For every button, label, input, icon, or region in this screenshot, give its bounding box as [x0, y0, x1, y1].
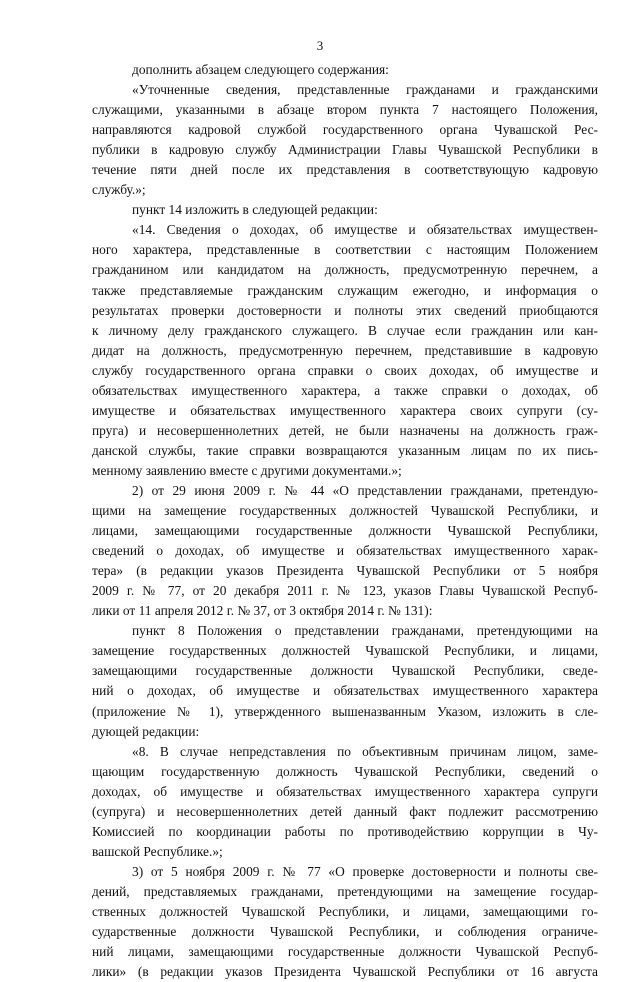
- text-line: «8. В случае непредставления по объективным причинам лицом, заме-: [132, 743, 598, 759]
- text-line: (приложение № 1), утвержденного вышеназванным Указом, изложить в сле-: [92, 703, 598, 719]
- text-line: щающим государственную должность Чувашской Республики, сведений о: [92, 763, 598, 779]
- text-line: тера» (в редакции указов Президента Чувашской Республики от 5 ноября: [92, 563, 598, 579]
- text-line: течение пяти дней после их представления в соответствующую кадровую: [92, 162, 598, 178]
- text-line: вашской Республике.»;: [92, 843, 223, 859]
- text-line: дующей редакции:: [92, 723, 200, 739]
- text-line: лицами, замещающими государственные должности Чувашской Республики,: [92, 523, 598, 539]
- page-number: 3: [316, 38, 324, 53]
- text-line: сударственные должности Чувашской Республики, и соблюдения ограниче-: [92, 924, 598, 940]
- text-line: (супруга) и несовершеннолетних детей данный факт подлежит рассмотрению: [92, 803, 598, 819]
- text-line: обязательствах имущественного характера, а также справки о доходах, об: [92, 382, 598, 398]
- text-line: «14. Сведения о доходах, об имуществе и обязательствах имуществен-: [132, 222, 598, 238]
- text-line: пруга) и несовершеннолетних детей, не были назначены на должность граж-: [92, 422, 598, 438]
- text-line: «Уточненные сведения, представленные гражданами и гражданскими: [132, 82, 598, 98]
- text-line: доходах, об имуществе и обязательствах имущественного характера супруги: [92, 783, 598, 799]
- text-line: дидат на должность, предусмотренную перечнем, представившие в кадровую: [92, 342, 598, 358]
- text-line: ного характера, представленные в соответствии с настоящим Положением: [92, 242, 598, 258]
- text-line: лики от 11 апреля 2012 г. № 37, от 3 октября 2014 г. № 131):: [92, 603, 433, 619]
- text-line: гражданином или кандидатом на должность, предусмотренную перечнем, а: [92, 262, 598, 278]
- text-line: ний о доходах, об имуществе и обязательствах имущественного характера: [92, 683, 598, 699]
- text-line: Комиссией по координации работы по противодействию коррупции в Чу-: [92, 823, 598, 839]
- text-line: 3) от 5 ноября 2009 г. № 77 «О проверке достоверности и полноты све-: [132, 863, 598, 879]
- text-line: ственных должностей Чувашской Республики, и лицами, замещающими го-: [92, 903, 598, 919]
- text-line: дополнить абзацем следующего содержания:: [132, 62, 389, 77]
- text-line: пункт 8 Положения о представлении гражданами, претендующими на: [132, 623, 598, 639]
- text-line: замещение государственных должностей Чувашской Республики, и лицами,: [92, 643, 598, 659]
- text-line: щими на замещение государственных должностей Чувашской Республики, и: [92, 503, 598, 519]
- text-line: данской службы, такие справки возвращаются указанным лицам по их пись-: [92, 442, 598, 458]
- text-line: службу.»;: [92, 182, 146, 198]
- text-line: к личному делу гражданского служащего. В случае если гражданин или кан-: [92, 322, 598, 338]
- text-line: 2009 г. № 77, от 20 декабря 2011 г. № 123, указов Главы Чувашской Респуб-: [92, 583, 598, 599]
- text-line: сведений о доходах, об имуществе и обязательствах имущественного харак-: [92, 543, 598, 559]
- text-line: 2) от 29 июня 2009 г. № 44 «О представлении гражданами, претендую-: [132, 482, 598, 498]
- text-line: менному заявлению вместе с другими документами.»;: [92, 462, 402, 478]
- text-line: ний лицами, замещающими государственные должности Чувашской Респуб-: [92, 944, 598, 960]
- text-line: замещающими государственные должности Чувашской Республики, сведе-: [92, 663, 598, 679]
- text-line: лики» (в редакции указов Президента Чувашской Республики от 16 августа: [92, 964, 598, 980]
- text-line: служащими, указанными в абзаце втором пункта 7 настоящего Положения,: [92, 102, 598, 118]
- text-line: результатах проверки достоверности и полноты этих сведений приобщаются: [92, 302, 598, 318]
- text-line: публики в кадровую службу Администрации Главы Чувашской Республики в: [92, 142, 598, 158]
- text-line: дений, представляемых гражданами, претендующими на замещение государ-: [92, 883, 598, 899]
- text-line: пункт 14 изложить в следующей редакции:: [132, 202, 378, 218]
- text-line: службу государственного органа справки о своих доходах, об имуществе и: [92, 362, 598, 378]
- text-line: имуществе и обязательствах имущественного характера своих супруги (су-: [92, 402, 598, 418]
- text-line: также представляемые гражданским служащим ежегодно, и информация о: [92, 282, 598, 298]
- document-body: [92, 60, 598, 982]
- text-line: направляются кадровой службой государственного органа Чувашской Рес-: [92, 122, 598, 138]
